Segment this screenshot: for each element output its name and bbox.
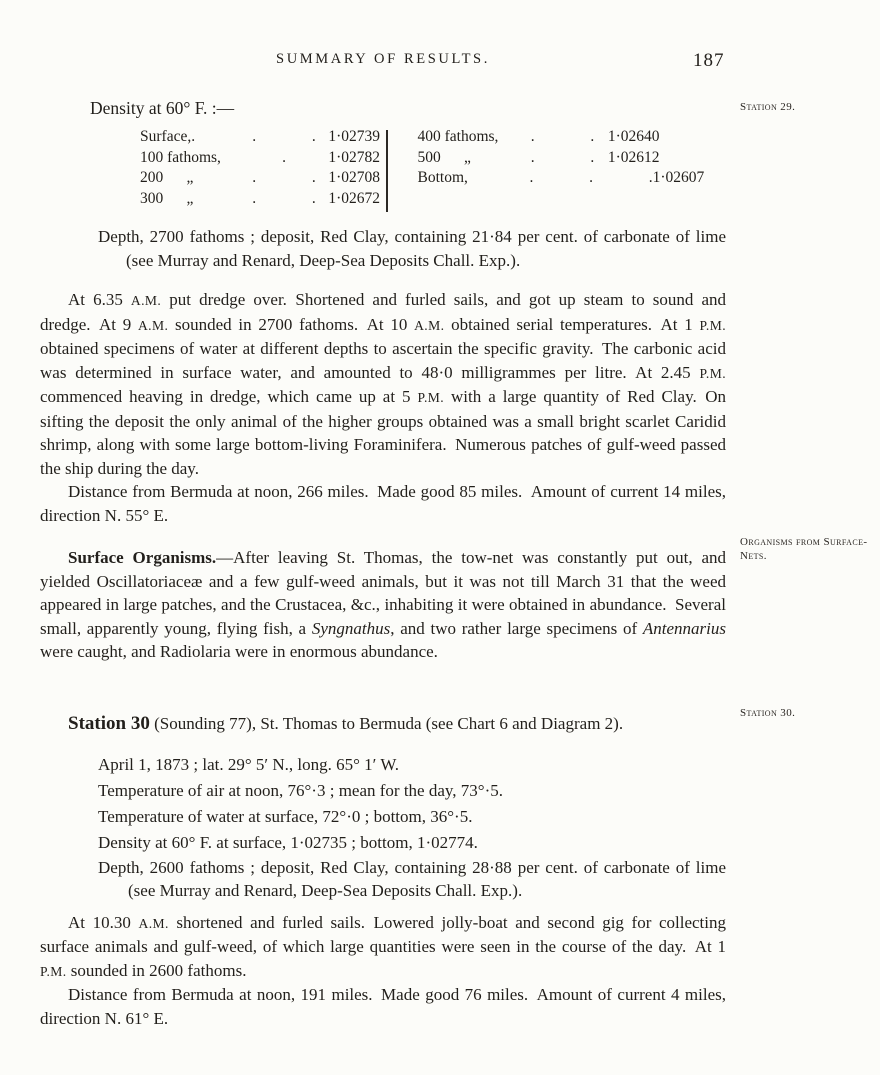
row-value: 1·02739: [328, 128, 380, 145]
station-detail-line: Density at 60° F. at surface, 1·02735 ; bottom, 1·02774.: [98, 832, 478, 852]
margin-note-surface-nets: Organisms from Surface-Nets.: [740, 536, 868, 562]
row-value: 1·02607: [652, 169, 705, 186]
surface-organisms-paragraph: Surface Organisms.—After leaving St. Thomas, the tow-net was constantly put out, and yielded Oscillatoriaceæ and a few gulf-weed animals, but it was not till March 31 that the weed appeared in large patches, and the Crustacea, &c., inhabiting it were obtained in abundance. Several small, apparently young, flying fish, a Syngnathus, and two rather large specimens of Antennarius were caught, and Radiolaria were in enormous abundance.: [40, 548, 727, 661]
density-table-left-column: [140, 128, 380, 212]
station-detail-line: Temperature of air at noon, 76°·3 ; mean for the day, 73°·5.: [98, 780, 503, 800]
station-detail-line: Temperature of water at surface, 72°·0 ; bottom, 36°·5.: [98, 806, 473, 826]
table-divider: [386, 130, 388, 212]
leader-dots: . .: [252, 128, 316, 145]
margin-note-station-29: Station 29.: [740, 101, 796, 113]
log-paragraph-station-30: At 10.30 A.M. shortened and furled sails. Lowered jolly-boat and second gig for collecting surface animals and gulf-weed, of which large quantities were seen in the course of the day. At 1 P.M. sounded in 2600 fathoms.: [40, 912, 726, 980]
row-value: 1·02672: [328, 189, 380, 207]
density-table: [140, 128, 726, 212]
row-value: 1·02640: [607, 128, 660, 145]
row-label: 200 „: [140, 169, 194, 186]
table-row: [140, 190, 380, 211]
station-detail-line: April 1, 1873 ; lat. 29° 5′ N., long. 65° 1′ W.: [98, 754, 400, 774]
text-column: [40, 0, 726, 1030]
margin-note-station-30: Station 30.: [740, 707, 796, 719]
table-row: [418, 149, 660, 170]
row-value: 1·02782: [328, 148, 380, 166]
depth-note-station-30: Depth, 2600 fathoms ; deposit, Red Clay, containing 28·88 per cent. of carbonate of lime (see Murray and Renard, Deep-Sea Deposits Chall. Exp.).: [98, 857, 726, 900]
distance-paragraph-station-30: Distance from Bermuda at noon, 191 miles. Made good 76 miles. Amount of current 4 miles, direction N. 61° E.: [40, 985, 726, 1028]
row-label: Surface,.: [140, 128, 196, 145]
distance-paragraph-station-29: Distance from Bermuda at noon, 266 miles. Made good 85 miles. Amount of current 14 miles, direction N. 55° E.: [40, 482, 726, 525]
leader-dots: . .: [252, 169, 316, 186]
table-row: [140, 149, 380, 170]
log-paragraph-station-29: At 6.35 A.M. put dredge over. Shortened and furled sails, and got up steam to sound and dredge. At 9 A.M. sounded in 2700 fathoms. At 10 A.M. obtained serial temperatures. At 1 P.M. obtained specimens of water at different depths to ascertain the specific gravity. The carbonic acid was determined in surface water, and amounted to 48·0 milligrammes per litre. At 2.45 P.M. commenced heaving in dredge, which came up at 5 P.M. with a large quantity of Red Clay. On sifting the deposit the only animal of the higher groups obtained was a small bright scarlet Caridid shrimp, along with some large bottom-living Foraminifera. Numerous patches of gulf-weed passed the ship during the day.: [40, 290, 727, 478]
leader-dots: . .: [530, 148, 595, 166]
leader-dots: .: [282, 148, 286, 166]
row-label: Bottom,: [417, 169, 468, 186]
leader-dots: . .: [252, 189, 316, 207]
page-number: 187: [693, 50, 725, 71]
leader-dots: . .: [530, 128, 595, 145]
station-30-heading: Station 30 (Sounding 77), St. Thomas to Bermuda (see Chart 6 and Diagram 2).: [68, 712, 624, 734]
row-value: 1·02612: [607, 148, 660, 166]
table-row: [418, 128, 660, 149]
density-table-right-column: [394, 128, 705, 212]
row-label: 100 fathoms,: [140, 148, 221, 166]
row-label: 400 fathoms,: [417, 128, 499, 145]
table-row: [140, 128, 380, 149]
row-label: 300 „: [140, 189, 194, 207]
density-heading: Density at 60° F. :—: [90, 98, 235, 118]
running-header: [40, 50, 726, 72]
table-row: [417, 169, 705, 190]
row-label: 500 „: [417, 148, 471, 166]
running-header-title: SUMMARY OF RESULTS.: [276, 51, 490, 67]
table-row: [140, 169, 380, 190]
depth-note-station-29: Depth, 2700 fathoms ; deposit, Red Clay, containing 21·84 per cent. of carbonate of lime (see Murray and Renard, Deep-Sea Deposits Chall. Exp.).: [98, 227, 726, 270]
leader-dots: . . .: [529, 169, 653, 186]
station-30-details: [98, 752, 726, 856]
row-value: 1·02708: [328, 169, 380, 186]
